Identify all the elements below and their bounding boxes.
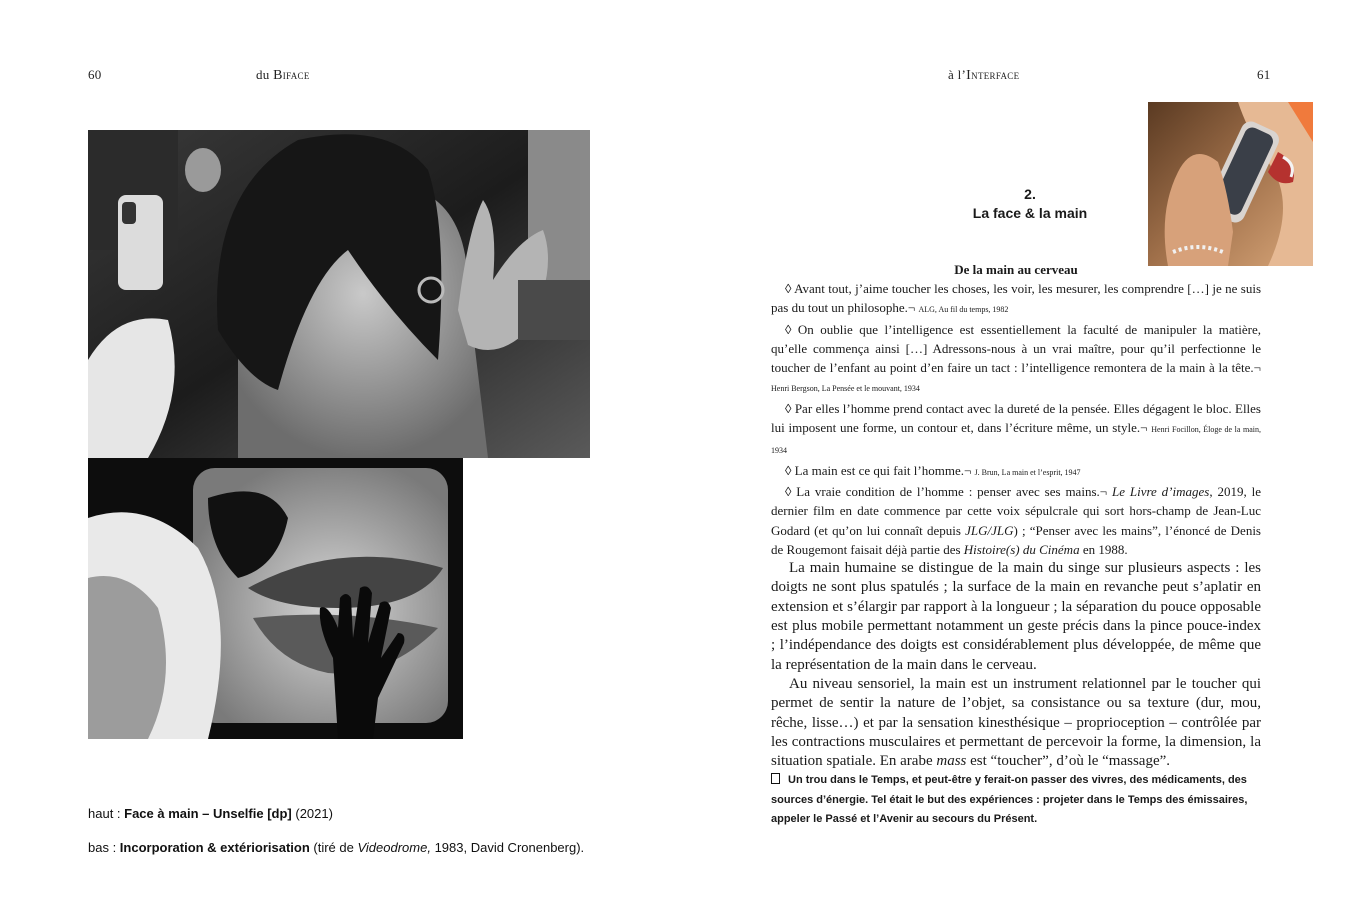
- quote-4-source: J. Brun, La main et l’esprit, 1947: [974, 467, 1081, 477]
- caption-bottom-title: Incorporation & extériorisation: [119, 840, 310, 855]
- quote-5-e: ) ; “Penser avec les mains”, l’énoncé de Denis de Rougemont faisait déjà partie des: [771, 522, 1261, 557]
- caption-top-prefix: haut :: [88, 806, 125, 821]
- running-head-right-prefix: à l’: [948, 67, 967, 82]
- caption-top-year: (2021): [291, 806, 333, 821]
- footnote-text: Un trou dans le Temps, et peut-être y ferait-on passer des vivres, des médicaments, des sources d’énergie. Tel était le but des expériences : projeter dans le Temps des émissaires, appeler le Passé et l’Avenir au secours du Présent.: [771, 774, 1248, 826]
- running-head-left: [256, 67, 310, 84]
- running-head-left-prefix: du: [256, 67, 274, 82]
- quote-3-text: ◊ Par elles l’homme prend contact avec la dureté de la pensée. Elles dégagent le bloc. Elles lui imposent une forme, un contour et, dans l’écriture même, un style.¬: [771, 400, 1261, 436]
- quote-3: [771, 399, 1261, 461]
- footnote: [771, 771, 1261, 829]
- paragraph-1: La main humaine se distingue de la main du singe sur plusieurs aspects : les doigts ne sont plus spatulés ; la surface de la main en revanche peut s’aplatir en extension et s’élargir par rapport à la longueur ; la séparation du pouce opposable est plus mobile permettant notamment un geste précis dans la pince pouce-index ; l’indépendance des doigts est considérablement plus développée, de même que la représentation de la main dans le cerveau.: [771, 560, 1261, 673]
- quote-1: [771, 279, 1261, 320]
- quote-5-jlg: JLG/JLG: [965, 522, 1014, 538]
- quote-2-text: ◊ On oublie que l’intelligence est essentiellement la faculté de manipuler la matière, qu’elle commença ainsi […] Adressons-nous à un vrai maître, pour qu’il perfectionne le toucher de l’enfant au point d’en faire un tact : l’intelligence remontera de la main à la tête.¬: [771, 321, 1261, 376]
- running-head-left-initial: B: [273, 68, 283, 83]
- caption-bottom: [88, 840, 584, 855]
- quote-4: [771, 461, 1261, 482]
- running-head-right-initial: I: [966, 68, 972, 83]
- main-text: [771, 262, 1261, 829]
- footnote-box-icon: [771, 773, 780, 784]
- quote-5-c: , 2019, le dernier film en date commence par cette voix sépulcrale qui sort hors-champ de Jean-Luc Godard (et qu’on lui connaît depuis: [771, 483, 1261, 538]
- quote-3-source: Henri Focillon, Éloge de la main, 1934: [771, 425, 1261, 456]
- caption-bottom-post: 1983, David Cronenberg).: [430, 840, 585, 855]
- page-number-right: 61: [1257, 67, 1271, 82]
- photo-videodrome: [88, 458, 463, 739]
- running-head-right: [948, 67, 1019, 84]
- paragraph-2: [771, 675, 1261, 771]
- caption-bottom-pre: (tiré de: [309, 840, 358, 855]
- photo-face-a-main-image: [88, 130, 590, 458]
- quote-2: [771, 320, 1261, 399]
- photo-face-a-main: [88, 130, 590, 458]
- photo-videodrome-image: [88, 458, 463, 739]
- quote-1-source: ALG, Au fil du temps, 1982: [918, 305, 1009, 315]
- chapter-number: 2.: [1024, 186, 1036, 202]
- caption-top: [88, 806, 333, 821]
- quote-5-a: ◊ La vraie condition de l’homme : penser avec ses mains.¬: [785, 483, 1112, 499]
- photo-phone-call-image: [1148, 102, 1313, 266]
- caption-bottom-film: Videodrome,: [357, 840, 431, 855]
- quote-5: [771, 482, 1261, 559]
- running-head-right-rest: nterface: [971, 67, 1020, 82]
- page-number-left: 60: [88, 67, 102, 82]
- running-head-left-rest: iface: [282, 67, 310, 82]
- quote-1-text: ◊ Avant tout, j’aime toucher les choses, les voir, les mesurer, les comprendre […] je ne suis pas du tout un philosophe.¬: [771, 281, 1261, 316]
- paragraph-2-mass: mass: [936, 753, 967, 770]
- caption-bottom-prefix: bas :: [88, 840, 120, 855]
- quote-2-source: Henri Bergson, La Pensée et le mouvant, 1934: [771, 384, 920, 394]
- subheading: De la main au cerveau: [954, 262, 1078, 277]
- quote-5-film-title: Le Livre d’images: [1111, 483, 1210, 499]
- caption-top-title: Face à main – Unselfie [dp]: [124, 806, 292, 821]
- paragraph-2-c: est “toucher”, d’où le “massage”.: [966, 753, 1171, 770]
- quote-4-text: ◊ La main est ce qui fait l’homme.¬: [785, 462, 975, 478]
- quote-5-g: en 1988.: [1079, 541, 1128, 557]
- chapter-heading: [930, 185, 1130, 223]
- quote-5-histoires: Histoire(s) du Cinéma: [963, 541, 1080, 557]
- chapter-title: La face & la main: [972, 205, 1088, 221]
- paragraph-2-a: Au niveau sensoriel, la main est un instrument relationnel par le toucher qui permet de sentir la nature de l’objet, sa consistance ou sa texture (dur, mou, rêche, lisse…) et par la sensation kinesthésique – proprioception – contrôlée par les contractions musculaires et permettant de percevoir la forme, la dimension, la situation spatiale. En arabe: [771, 675, 1261, 770]
- photo-phone-call: [1148, 102, 1313, 266]
